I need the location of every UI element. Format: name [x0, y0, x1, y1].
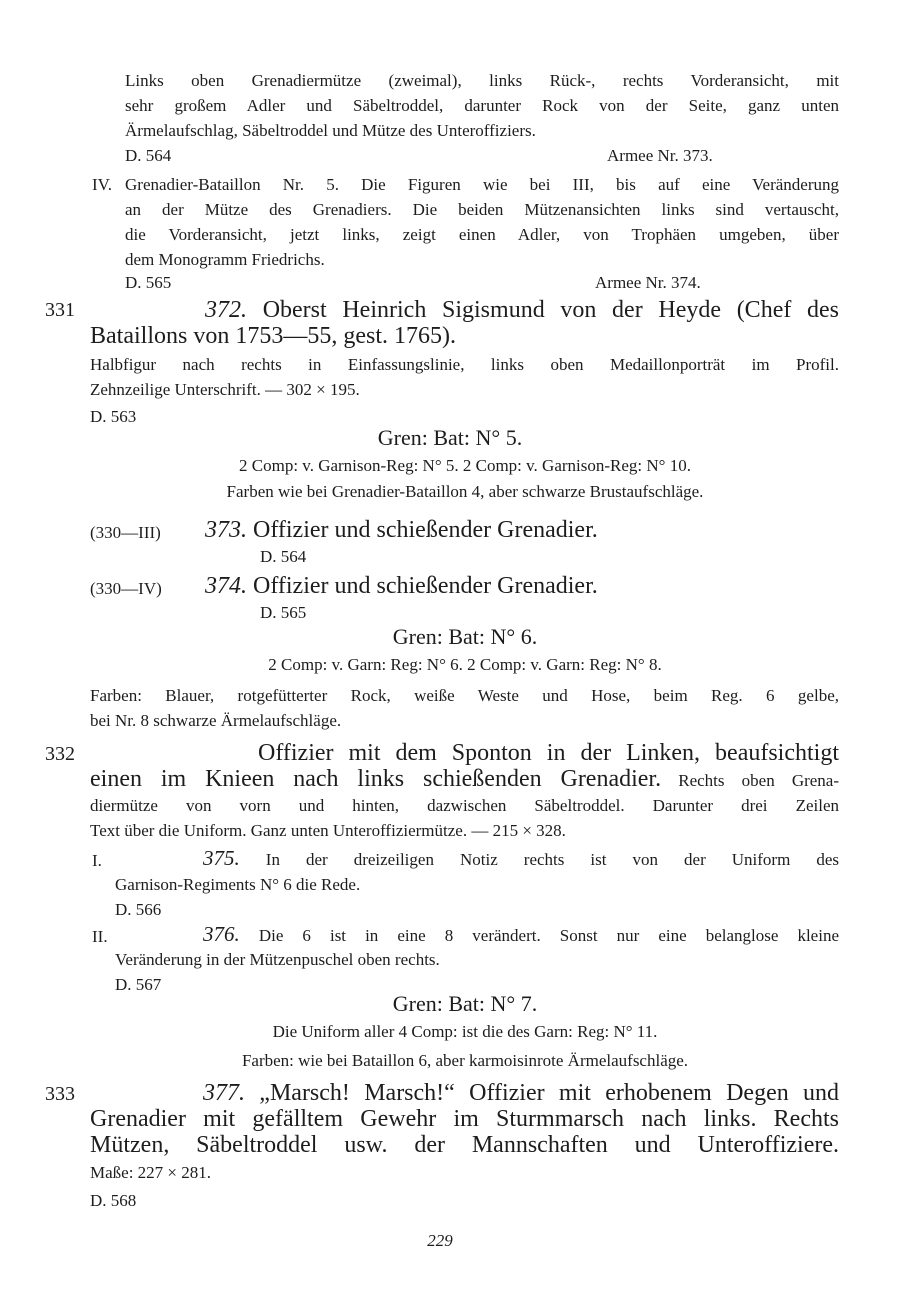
- section-line: Farben: Blauer, rotgefütterter Rock, weiße Weste und Hose, beim Reg. 6 gelbe,: [90, 686, 839, 705]
- entry-title: [205, 517, 598, 544]
- state-text: In der dreizeiligen Notiz rechts ist von der Uniform des: [265, 850, 839, 869]
- catalog-number: 372.: [205, 297, 247, 323]
- entry-title: [203, 1080, 839, 1107]
- text-line: sehr großem Adler und Säbeltroddel, darunter Rock von der Seite, ganz unten: [125, 96, 839, 115]
- state-text: Die 6 ist in eine 8 verändert. Sonst nur eine belanglose kleine: [258, 926, 839, 945]
- entry-title: [205, 573, 598, 600]
- text-line: an der Mütze des Grenadiers. Die beiden Mützenansichten links sind vertauscht,: [125, 200, 839, 219]
- text-line: die Vorderansicht, jetzt links, zeigt einen Adler, von Trophäen umgeben, über: [125, 225, 839, 244]
- description-line: diermütze von vorn und hinten, dazwischen Säbeltroddel. Darunter drei Zeilen: [90, 796, 839, 815]
- reference-d: D. 567: [115, 975, 162, 994]
- reference-d: D. 566: [115, 900, 162, 919]
- text-line: Links oben Grenadiermütze (zweimal), links Rück-, rechts Vorderansicht, mit: [125, 71, 839, 90]
- cross-reference: (330—III): [90, 523, 161, 542]
- entry-title-cont: Mützen, Säbeltroddel usw. der Mannschaften und Unteroffiziere.: [90, 1132, 839, 1158]
- entry-number: 333: [45, 1083, 75, 1105]
- catalog-number: 374.: [205, 573, 247, 599]
- description-line: Halbfigur nach rechts in Einfassungslinie, links oben Medaillonporträt im Profil.: [90, 355, 839, 374]
- entry-title-cont: Bataillons von 1753—55, gest. 1765).: [90, 323, 456, 349]
- measurements: Maße: 227 × 281.: [90, 1163, 212, 1182]
- text-line: dem Monogramm Friedrichs.: [125, 250, 325, 269]
- section-heading: Gren: Bat: N° 7.: [392, 991, 538, 1016]
- entry-title: [205, 297, 839, 324]
- entry-title-cont: Grenadier mit gefälltem Gewehr im Sturmmarsch nach links. Rechts: [90, 1106, 839, 1132]
- entry-title-text: Offizier und schießender Grenadier.: [253, 573, 598, 599]
- section-line: Die Uniform aller 4 Comp: ist die des Garn: Reg: N° 11.: [272, 1022, 658, 1041]
- section-line: Farben wie bei Grenadier-Bataillon 4, aber schwarze Brustaufschläge.: [226, 482, 704, 501]
- catalog-number: 376.: [203, 922, 240, 946]
- state-text-cont: Garnison-Regiments N° 6 die Rede.: [115, 875, 361, 894]
- section-line: bei Nr. 8 schwarze Ärmelaufschläge.: [90, 711, 342, 730]
- section-heading: Gren: Bat: N° 6.: [392, 624, 538, 649]
- state-description: [203, 845, 839, 872]
- state-marker: I.: [92, 851, 102, 870]
- reference-armee: Armee Nr. 374.: [595, 273, 701, 292]
- catalog-number: 373.: [205, 517, 247, 543]
- entry-number: 332: [45, 743, 75, 765]
- entry-title-text: einen im Knieen nach links schießenden Grenadier.: [90, 766, 662, 792]
- reference-d: D. 568: [90, 1191, 137, 1210]
- state-text-cont: Veränderung in der Mützenpuschel oben rechts.: [115, 950, 440, 969]
- entry-title-text: Offizier und schießender Grenadier.: [253, 517, 598, 543]
- entry-title-text: Oberst Heinrich Sigismund von der Heyde (Chef des: [262, 297, 840, 323]
- reference-d: D. 564: [125, 146, 172, 165]
- entry-title-text: „Marsch! Marsch!“ Offizier mit erhobenem Degen und: [259, 1080, 840, 1106]
- reference-d: D. 563: [90, 407, 137, 426]
- section-line: 2 Comp: v. Garn: Reg: N° 6. 2 Comp: v. Garn: Reg: N° 8.: [268, 655, 662, 674]
- catalog-number: 377.: [203, 1080, 245, 1106]
- text-line: Grenadier-Bataillon Nr. 5. Die Figuren wie bei III, bis auf eine Veränderung: [125, 175, 839, 194]
- page-number: 229: [427, 1231, 453, 1250]
- reference-d: D. 565: [260, 603, 307, 622]
- state-marker: IV.: [92, 175, 112, 194]
- state-marker: II.: [92, 927, 108, 946]
- catalog-number: 375.: [203, 846, 240, 870]
- entry-number: 331: [45, 299, 75, 321]
- description-line: Text über die Uniform. Ganz unten Unteroffiziermütze. — 215 × 328.: [90, 821, 566, 840]
- description-line: Zehnzeilige Unterschrift. — 302 × 195.: [90, 380, 360, 399]
- entry-title: Offizier mit dem Sponton in der Linken, beaufsichtigt: [258, 740, 839, 766]
- description-text: Rechts oben Grena-: [678, 771, 840, 790]
- section-heading: Gren: Bat: N° 5.: [377, 425, 523, 450]
- text-line: Ärmelaufschlag, Säbeltroddel und Mütze des Unteroffiziers.: [125, 121, 536, 140]
- reference-d: D. 564: [260, 547, 307, 566]
- section-line: Farben: wie bei Bataillon 6, aber karmoisinrote Ärmelaufschläge.: [241, 1051, 689, 1070]
- cross-reference: (330—IV): [90, 579, 162, 598]
- section-line: 2 Comp: v. Garnison-Reg: N° 5. 2 Comp: v. Garnison-Reg: N° 10.: [239, 456, 691, 475]
- reference-armee: Armee Nr. 373.: [607, 146, 713, 165]
- state-description: [203, 921, 839, 948]
- reference-d: D. 565: [125, 273, 172, 292]
- entry-title-cont: [90, 766, 839, 793]
